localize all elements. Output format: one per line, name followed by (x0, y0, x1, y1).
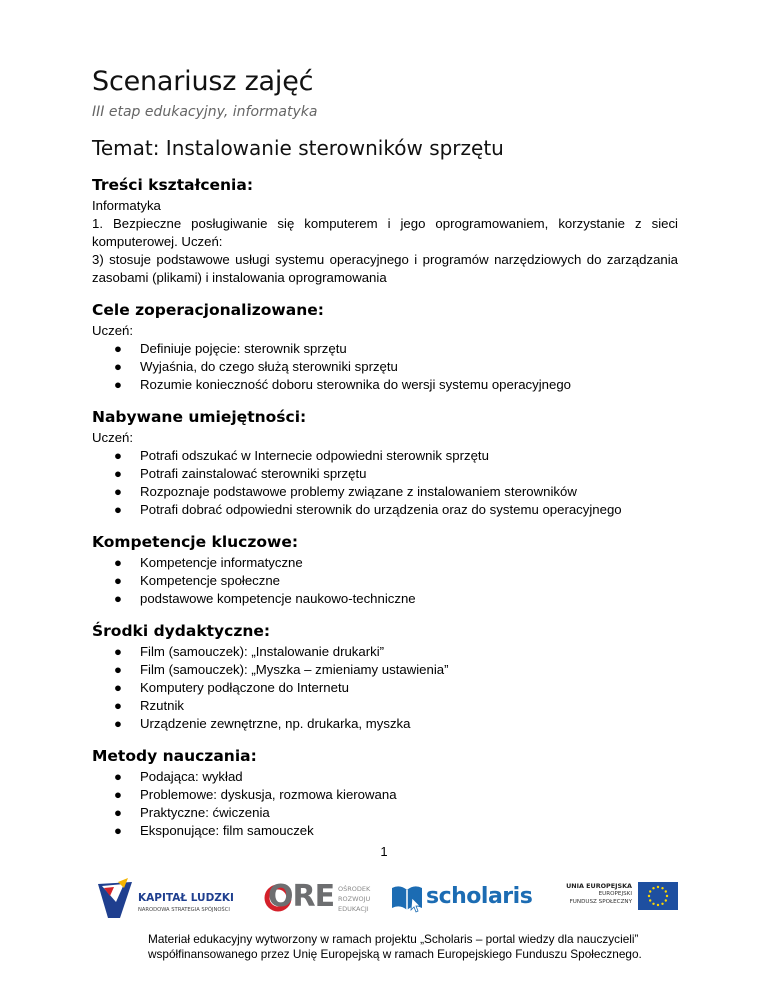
scholaris-logo (390, 882, 533, 918)
ore-name (338, 884, 370, 914)
bullet-icon: ● (114, 716, 122, 731)
list-item (92, 679, 678, 697)
list-item (92, 661, 678, 679)
list-item (92, 822, 678, 840)
list-intro: Uczeń: (92, 323, 134, 338)
bullet-icon: ● (114, 555, 122, 570)
bullet-icon: ● (114, 573, 122, 588)
bullet-list (92, 768, 678, 840)
section-srodki (92, 622, 678, 733)
list-item (92, 804, 678, 822)
bullet-icon: ● (114, 377, 122, 392)
list-item-text: Definiuje pojęcie: sterownik sprzętu (140, 341, 347, 356)
section-heading: Kompetencje kluczowe: (92, 533, 299, 551)
list-item (92, 786, 678, 804)
list-item (92, 590, 678, 608)
ore-logo (262, 880, 372, 920)
list-item (92, 554, 678, 572)
list-item-text: Wyjaśnia, do czego służą sterowniki sprzętu (140, 359, 398, 374)
bullet-icon: ● (114, 787, 122, 802)
list-item (92, 376, 678, 394)
eu-line: EUROPEJSKI (598, 891, 632, 897)
lesson-topic: Temat: Instalowanie sterowników sprzętu (92, 136, 504, 160)
paragraph: 1. Bezpieczne posługiwanie się komputerem i jego oprogramowaniem, korzystanie z sieci komputerowej. Uczeń: (92, 216, 678, 249)
bullet-icon: ● (114, 823, 122, 838)
eu-text (562, 882, 632, 906)
section-heading: Nabywane umiejętności: (92, 408, 307, 426)
bullet-icon: ● (114, 341, 122, 356)
list-item (92, 768, 678, 786)
footer-line: współfinansowanego przez Unię Europejską w ramach Europejskiego Funduszu Społecznego. (148, 947, 642, 961)
ore-line: EDUKACJI (338, 905, 369, 913)
list-item-text: Kompetencje społeczne (140, 573, 281, 588)
bullet-icon: ● (114, 591, 122, 606)
page-number: 1 (380, 844, 388, 859)
list-item-text: Komputery podłączone do Internetu (140, 680, 349, 695)
bullet-icon: ● (114, 805, 122, 820)
page-subtitle: III etap edukacyjny, informatyka (92, 104, 318, 120)
list-item-text: Potrafi odszukać w Internecie odpowiedni sterownik sprzętu (140, 448, 489, 463)
scholaris-wordmark: scholaris (426, 884, 533, 909)
list-item-text: Potrafi dobrać odpowiedni sterownik do urządzenia oraz do systemu operacyjnego (140, 502, 622, 517)
section-cele (92, 301, 678, 394)
list-item-text: Potrafi zainstalować sterowniki sprzętu (140, 466, 367, 481)
paragraph: 3) stosuje podstawowe usługi systemu operacyjnego i programów narzędziowych do zarządzania zasobami (plikami) i instalowania oprogramowania (92, 252, 678, 285)
sponsor-logos (92, 872, 678, 924)
section-umiejetnosci (92, 408, 678, 519)
ore-line: ROZWOJU (338, 895, 371, 903)
eu-title: UNIA EUROPEJSKA (566, 882, 632, 890)
list-item (92, 483, 678, 501)
bullet-icon: ● (114, 662, 122, 677)
list-item-text: Urządzenie zewnętrzne, np. drukarka, myszka (140, 716, 411, 731)
bullet-icon: ● (114, 448, 122, 463)
list-item-text: podstawowe kompetencje naukowo-techniczne (140, 591, 416, 606)
bullet-list (92, 643, 678, 733)
bullet-icon: ● (114, 359, 122, 374)
kapital-ludzki-logo (98, 878, 248, 922)
list-item (92, 340, 678, 358)
list-item-text: Rozpoznaje podstawowe problemy związane z instalowaniem sterowników (140, 484, 577, 499)
paragraph: Informatyka (92, 198, 161, 213)
footer-line: Materiał edukacyjny wytworzony w ramach projektu „Scholaris – portal wiedzy dla nauczycieli” (148, 932, 639, 946)
ore-line: OŚRODEK (338, 885, 371, 893)
section-kompetencje (92, 533, 678, 608)
section-heading: Treści kształcenia: (92, 176, 254, 194)
list-item-text: Eksponujące: film samouczek (140, 823, 314, 838)
list-item (92, 465, 678, 483)
list-item-text: Rzutnik (140, 698, 184, 713)
list-item (92, 643, 678, 661)
bullet-icon: ● (114, 644, 122, 659)
list-item-text: Praktyczne: ćwiczenia (140, 805, 270, 820)
list-item (92, 447, 678, 465)
funding-footer (148, 932, 668, 962)
section-metody (92, 747, 678, 840)
eu-line: FUNDUSZ SPOŁECZNY (569, 899, 632, 905)
list-item-text: Film (samouczek): „Instalowanie drukarki” (140, 644, 385, 659)
list-intro: Uczeń: (92, 430, 134, 445)
eu-logo (562, 882, 678, 916)
kapital-ludzki-icon (98, 878, 134, 920)
book-icon (390, 884, 424, 914)
bullet-icon: ● (114, 769, 122, 784)
bullet-list (92, 340, 678, 394)
list-item (92, 572, 678, 590)
ore-mark: ORE (268, 879, 335, 914)
bullet-icon: ● (114, 680, 122, 695)
page-title: Scenariusz zajęć (92, 66, 314, 97)
eu-flag-icon (638, 882, 678, 910)
list-item (92, 697, 678, 715)
bullet-list (92, 554, 678, 608)
section-heading: Metody nauczania: (92, 747, 257, 765)
kapital-subtitle: NARODOWA STRATEGIA SPÓJNOŚCI (138, 907, 230, 913)
list-item-text: Podająca: wykład (140, 769, 243, 784)
kapital-title: KAPITAŁ LUDZKI (138, 892, 234, 904)
list-item-text: Rozumie konieczność doboru sterownika do wersji systemu operacyjnego (140, 377, 572, 392)
list-item-text: Film (samouczek): „Myszka – zmieniamy ustawienia” (140, 662, 449, 677)
bullet-icon: ● (114, 698, 122, 713)
list-item (92, 715, 678, 733)
list-item-text: Problemowe: dyskusja, rozmowa kierowana (140, 787, 397, 802)
section-heading: Środki dydaktyczne: (92, 622, 271, 640)
list-item-text: Kompetencje informatyczne (140, 555, 303, 570)
document-body (92, 176, 678, 854)
bullet-icon: ● (114, 466, 122, 481)
list-item (92, 358, 678, 376)
section-heading: Cele zoperacjonalizowane: (92, 301, 324, 319)
bullet-icon: ● (114, 502, 122, 517)
bullet-icon: ● (114, 484, 122, 499)
section-tresci (92, 176, 678, 287)
list-item (92, 501, 678, 519)
bullet-list (92, 447, 678, 519)
